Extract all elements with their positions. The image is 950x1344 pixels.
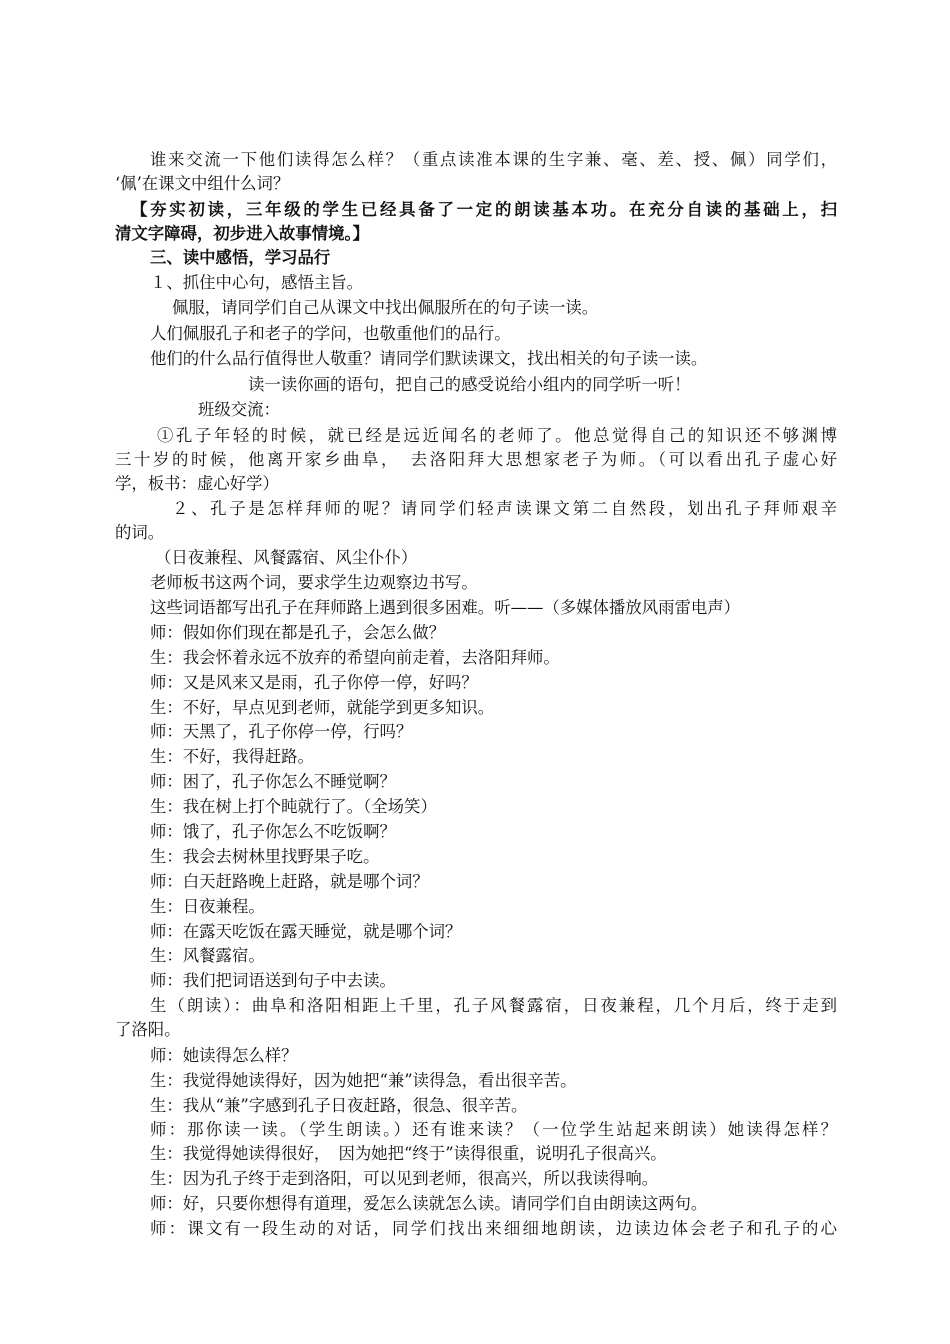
text-line: 人们佩服孔子和老子的学问，也敬重他们的品行。 [150,324,511,343]
dialogue-line: 生：风餐露宿。 [150,946,265,965]
bold-note-line: 【夯实初读，三年级的学生已经具备了一定的朗读基本功。在充分自读的基础上，扫 [131,200,837,219]
dialogue-line: 生（朗读）：曲阜和洛阳相距上千里，孔子风餐露宿，日夜兼程，几个月后，终于走到 [150,996,837,1015]
dialogue-line: 生：因为孔子终于走到洛阳，可以见到老师，很高兴，所以我读得响。 [150,1169,659,1188]
text-line: 谁来交流一下他们读得怎么样？（重点读准本课的生字兼、毫、差、授、佩）同学们， [150,150,837,169]
dialogue-line: 了洛阳。 [115,1020,181,1039]
dialogue-line: 师：我们把词语送到句子中去读。 [150,971,396,990]
dialogue-line: 师：她读得怎么样？ [150,1046,298,1065]
dialogue-line: 师：那你读一读。（学生朗读。）还有谁来读？（一位学生站起来朗读）她读得怎样？ [150,1120,837,1139]
dialogue-line: 师：课文有一段生动的对话，同学们找出来细细地朗读，边读边体会老子和孔子的心 [150,1219,837,1238]
dialogue-line: 师：又是风来又是雨，孔子你停一停，好吗？ [150,673,478,692]
text-line: 他们的什么品行值得世人敬重？请同学们默读课文，找出相关的句子读一读。 [150,349,708,368]
text-line: 老师板书这两个词，要求学生边观察边书写。 [150,573,478,592]
text-line: 学，板书：虚心好学） [115,474,279,493]
dialogue-line: 师：好，只要你想得有道理，爱怎么读就怎么读。请同学们自由朗读这两句。 [150,1194,708,1213]
dialogue-line: 生：日夜兼程。 [150,897,265,916]
text-line: 班级交流： [198,400,280,419]
dialogue-line: 生：我会去树林里找野果子吃。 [150,847,380,866]
section-heading: 三、读中感悟，学习品行 [150,248,331,267]
text-line: 读一读你画的语句，把自己的感受说给小组内的同学听一听！ [248,375,691,394]
dialogue-line: 师：白天赶路晚上赶路，就是哪个词？ [150,872,429,891]
text-line: ‘佩’在课文中组什么词？ [115,174,290,193]
dialogue-line: 生：我从“兼”字感到孔子日夜赶路，很急、很辛苦。 [150,1096,528,1115]
dialogue-line: 师：饿了，孔子你怎么不吃饭啊？ [150,822,396,841]
dialogue-line: 师：在露天吃饭在露天睡觉，就是哪个词？ [150,922,462,941]
dialogue-line: 生：我觉得她读得好，因为她把“兼”读得急，看出很辛苦。 [150,1071,577,1090]
text-line: 的词。 [115,523,165,542]
text-line: ２、孔子是怎样拜师的呢？请同学们轻声读课文第二自然段，划出孔子拜师艰辛 [172,499,837,518]
subheading: １、抓住中心句，感悟主旨。 [150,273,364,292]
dialogue-line: 师：天黑了，孔子你停一停，行吗？ [150,722,413,741]
dialogue-line: 生：不好，我得赶路。 [150,747,314,766]
dialogue-line: 生：不好，早点见到老师，就能学到更多知识。 [150,698,495,717]
text-line: 佩服，请同学们自己从课文中找出佩服所在的句子读一读。 [172,298,599,317]
dialogue-line: 生：我会怀着永远不放弃的希望向前走着，去洛阳拜师。 [150,648,560,667]
dialogue-line: 师：困了，孔子你怎么不睡觉啊？ [150,772,396,791]
text-line: （日夜兼程、风餐露宿、风尘仆仆） [155,548,418,567]
bold-note-line: 清文字障碍，初步进入故事情境。】 [115,224,370,243]
text-line: ①孔子年轻的时候，就已经是远近闻名的老师了。他总觉得自己的知识还不够渊博 [157,426,837,445]
dialogue-line: 生：我在树上打个盹就行了。（全场笑） [150,797,437,816]
text-line: 这些词语都写出孔子在拜师路上遇到很多困难。听——（多媒体播放风雨雷电声） [150,598,741,617]
dialogue-line: 生：我觉得她读得很好， 因为她把“终于”读得很重，说明孔子很高兴。 [150,1144,667,1163]
dialogue-line: 师：假如你们现在都是孔子，会怎么做？ [150,623,446,642]
text-line: 三十岁的时候，他离开家乡曲阜， 去洛阳拜大思想家老子为师。（可以看出孔子虚心好 [115,450,837,469]
